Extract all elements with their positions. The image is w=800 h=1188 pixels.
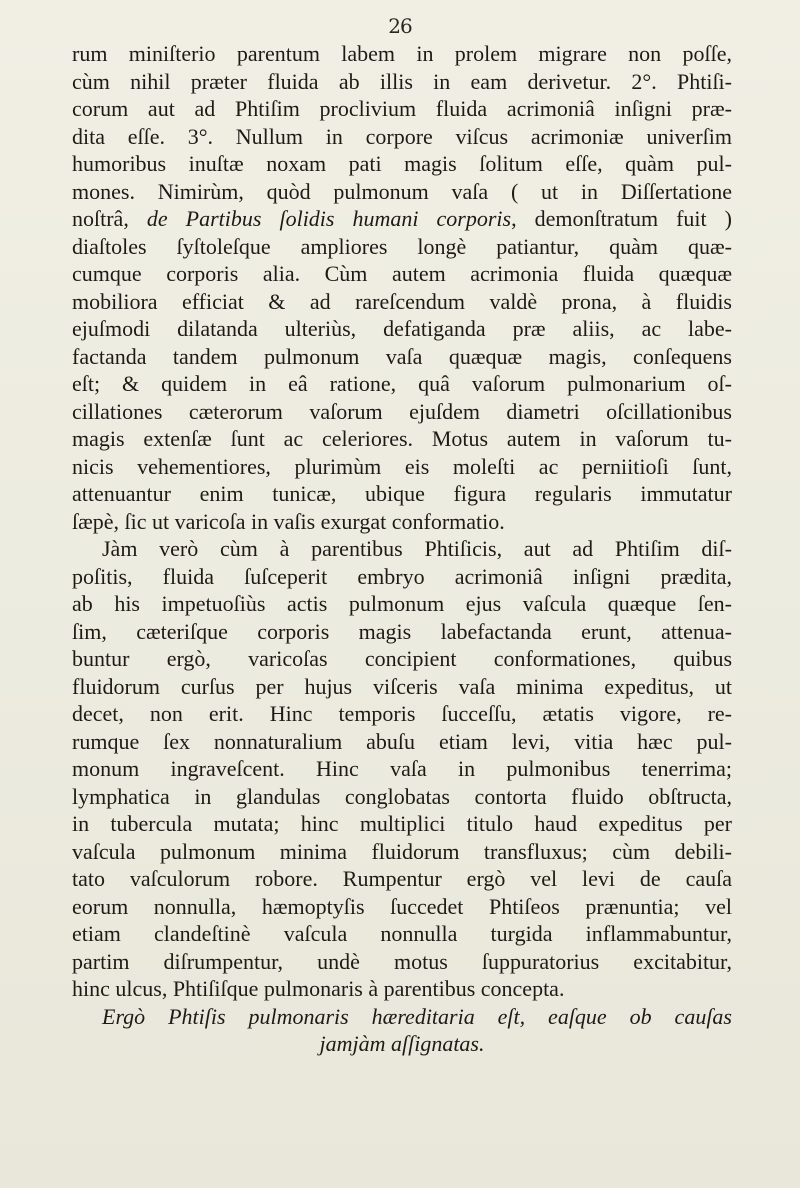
text-line: hinc ulcus, Phtiſiſque pulmonaris à parentibus concepta. (72, 976, 565, 1001)
text-line: dita eſſe. 3°. Nullum in corpore viſcus acrimoniæ univerſim (72, 123, 732, 149)
conclusion-line: Ergò Phtiſis pulmonaris hæreditaria eſt, eaſque ob cauſas (102, 1003, 732, 1029)
conclusion-line: jamjàm aſſignatas. (319, 1031, 485, 1056)
text-line: in tubercula mutata; hinc multiplici titulo haud expeditus per (72, 811, 732, 836)
text-line: etiam clandeſtinè vaſcula nonnulla turgida inflammabuntur, (72, 921, 732, 946)
text-line: decet, non erit. Hinc temporis ſucceſſu, ætatis vigore, re- (72, 701, 732, 726)
text-line: partim diſrumpentur, undè motus ſuppuratorius excitabitur, (72, 948, 732, 974)
text-line: eorum nonnulla, hæmoptyſis ſuccedet Phtiſeos prænuntia; vel (72, 893, 732, 919)
text-line: humoribus inuſtæ noxam pati magis ſolitum eſſe, quàm pul- (72, 151, 732, 176)
text-line: rumque ſex nonnaturalium abuſu etiam levi, vitia hæc pul- (72, 728, 732, 754)
text-line: fluidorum curſus per hujus viſceris vaſa minima expeditus, ut (72, 673, 732, 699)
page-number: 26 (388, 14, 412, 38)
text-line: ſim, cæteriſque corporis magis labefactanda erunt, attenua- (72, 618, 732, 644)
paragraph-start: Jàm verò cùm à parentibus Phtiſicis, aut ad Phtiſim diſ- (102, 536, 732, 561)
text-line: lymphatica in glandulas conglobatas contorta fluido obſtructa, (72, 783, 732, 809)
text-line: poſitis, fluida ſuſceperit embryo acrimoniâ inſigni prædita, (72, 563, 732, 589)
body-text (72, 40, 732, 1058)
text-line: ſæpè, ſic ut varicoſa in vaſis exurgat conformatio. (72, 508, 505, 534)
text-line: ejuſmodi dilatanda ulteriùs, defatiganda præ aliis, ac labe- (72, 316, 732, 341)
citation-title: de Partibus ſolidis humani corporis (146, 206, 512, 231)
text-line: corum aut ad Phtiſim proclivium fluida acrimoniâ inſigni præ- (72, 96, 732, 121)
text-line: mones. Nimirùm, quòd pulmonum vaſa ( ut in Diſſertatione (72, 178, 732, 204)
text-line: mobiliora efficiat & ad rareſcendum valdè prona, à fluidis (72, 288, 732, 314)
text-line: diaſtoles ſyſtoleſque ampliores longè patiantur, quàm quæ- (72, 233, 732, 259)
text-line: monum ingraveſcent. Hinc vaſa in pulmonibus tenerrima; (72, 756, 732, 781)
text-segment: noſtrâ, (72, 206, 147, 231)
text-line-with-citation (72, 205, 732, 233)
text-line: vaſcula pulmonum minima fluidorum transfluxus; cùm debili- (72, 838, 732, 864)
text-line: rum miniſterio parentum labem in prolem migrare non poſſe, (72, 41, 732, 66)
text-line: cillationes cæterorum vaſorum ejuſdem diametri oſcillationibus (72, 398, 732, 424)
text-line: tato vaſculorum robore. Rumpentur ergò vel levi de cauſa (72, 866, 732, 891)
text-line: attenuantur enim tunicæ, ubique figura regularis immutatur (72, 481, 732, 506)
text-line: factanda tandem pulmonum vaſa quæquæ magis, conſequens (72, 343, 732, 369)
text-line: nicis vehementiores, plurimùm eis moleſti ac perniitioſi ſunt, (72, 453, 732, 479)
text-line: eſt; & quidem in eâ ratione, quâ vaſorum pulmonarium oſ- (72, 371, 732, 396)
text-line: ab his impetuoſiùs actis pulmonum ejus vaſcula quæque ſen- (72, 591, 732, 616)
text-line: cùm nihil præter fluida ab illis in eam derivetur. 2°. Phtiſi- (72, 68, 732, 94)
text-segment: , demonſtratum fuit ) (511, 206, 732, 231)
text-line: buntur ergò, varicoſas concipient conformationes, quibus (72, 646, 732, 671)
text-line: cumque corporis alia. Cùm autem acrimonia fluida quæquæ (72, 261, 732, 286)
text-line: magis extenſæ ſunt ac celeriores. Motus autem in vaſorum tu- (72, 426, 732, 451)
